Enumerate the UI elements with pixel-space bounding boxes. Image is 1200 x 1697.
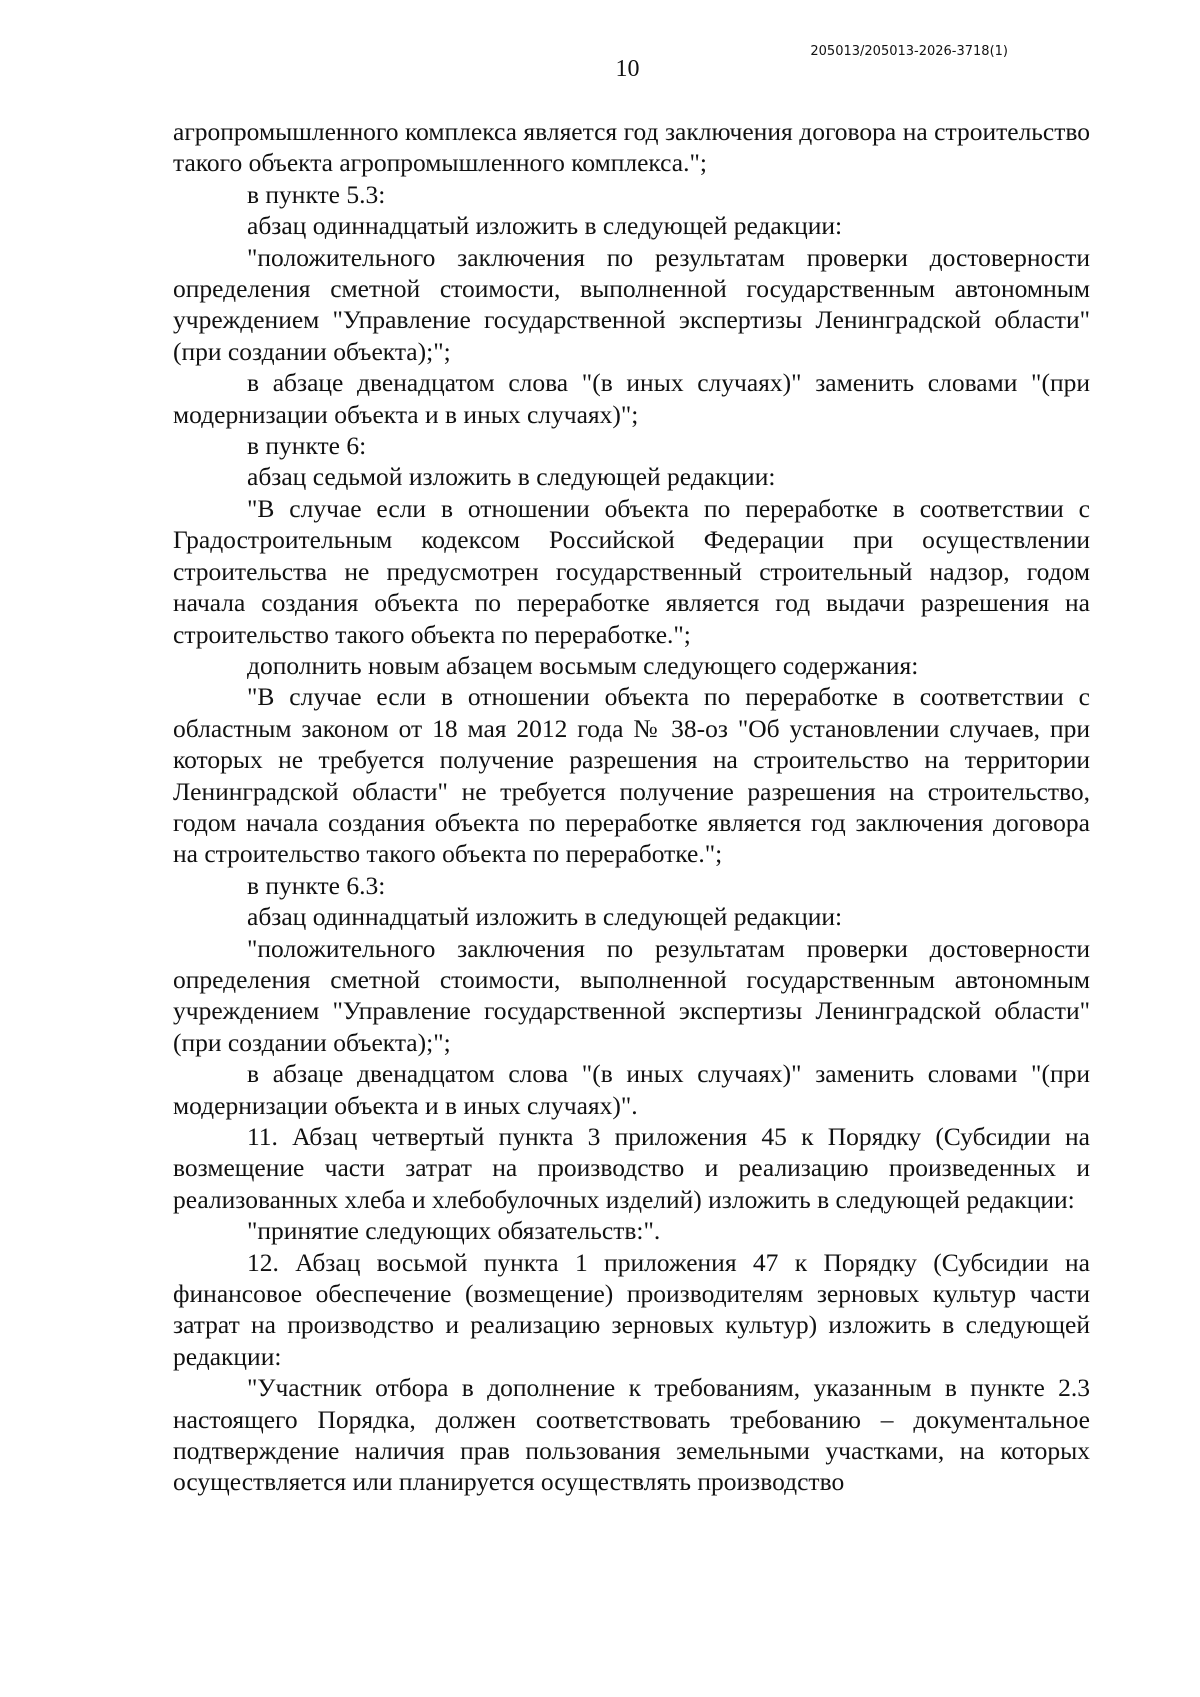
paragraph: "положительного заключения по результатам проверки достоверности определения сметной стоимости, выполненной государственным автономным учреждением "Управление государственной экспертизы Ленинградской области" (при создании объекта);"; xyxy=(173,242,1090,366)
paragraph: абзац седьмой изложить в следующей редакции: xyxy=(247,462,776,492)
page-number: 10 xyxy=(615,56,640,82)
paragraph: 11. Абзац четвертый пункта 3 приложения 45 к Порядку (Субсидии на возмещение части затрат на производство и реализацию произведенных и реализованных хлеба и хлебобулочных изделий) изложить в следующей редакции: xyxy=(173,1122,1090,1214)
paragraph: абзац одиннадцатый изложить в следующей редакции: xyxy=(247,211,843,241)
paragraph: в пункте 6: xyxy=(247,431,367,461)
document-body xyxy=(173,116,1090,1498)
paragraph: дополнить новым абзацем восьмым следующего содержания: xyxy=(247,650,919,680)
paragraph: абзац одиннадцатый изложить в следующей редакции: xyxy=(247,902,843,932)
paragraph: "Участник отбора в дополнение к требованиям, указанным в пункте 2.3 настоящего Порядка, должен соответствовать требованию – документальное подтверждение наличия прав пользования земельными участками, на которых осуществляется или планируется осуществлять производство xyxy=(173,1373,1090,1497)
paragraph: "положительного заключения по результатам проверки достоверности определения сметной стоимости, выполненной государственным автономным учреждением "Управление государственной экспертизы Ленинградской области" (при создании объекта);"; xyxy=(173,933,1090,1057)
paragraph: в абзаце двенадцатом слова "(в иных случаях)" заменить словами "(при модернизации объекта и в иных случаях)". xyxy=(173,1059,1090,1120)
paragraph: 12. Абзац восьмой пункта 1 приложения 47 к Порядку (Субсидии на финансовое обеспечение (возмещение) производителям зерновых культур части затрат на производство и реализацию зерновых культур) изложить в следующей редакции: xyxy=(173,1247,1090,1371)
paragraph: в абзаце двенадцатом слова "(в иных случаях)" заменить словами "(при модернизации объекта и в иных случаях)"; xyxy=(173,368,1090,429)
paragraph: в пункте 5.3: xyxy=(247,179,386,209)
paragraph: агропромышленного комплекса является год заключения договора на строительство такого объекта агропромышленного комплекса."; xyxy=(173,117,1090,178)
paragraph: "В случае если в отношении объекта по переработке в соответствии с областным законом от 18 мая 2012 года № 38-оз "Об установлении случаев, при которых не требуется получение разрешения на строительство на территории Ленинградской области" не требуется получение разрешения на строительство, годом начала создания объекта по переработке является год заключения договора на строительство такого объекта по переработке."; xyxy=(173,682,1090,869)
paragraph: "принятие следующих обязательств:". xyxy=(247,1216,661,1246)
paragraph: "В случае если в отношении объекта по переработке в соответствии с Градостроительным кодексом Российской Федерации при осуществлении строительства не предусмотрен государственный строительный надзор, годом начала создания объекта по переработке является год выдачи разрешения на строительство такого объекта по переработке."; xyxy=(173,493,1090,649)
paragraph: в пункте 6.3: xyxy=(247,870,386,900)
document-id: 205013/205013-2026-3718(1) xyxy=(810,44,1008,59)
